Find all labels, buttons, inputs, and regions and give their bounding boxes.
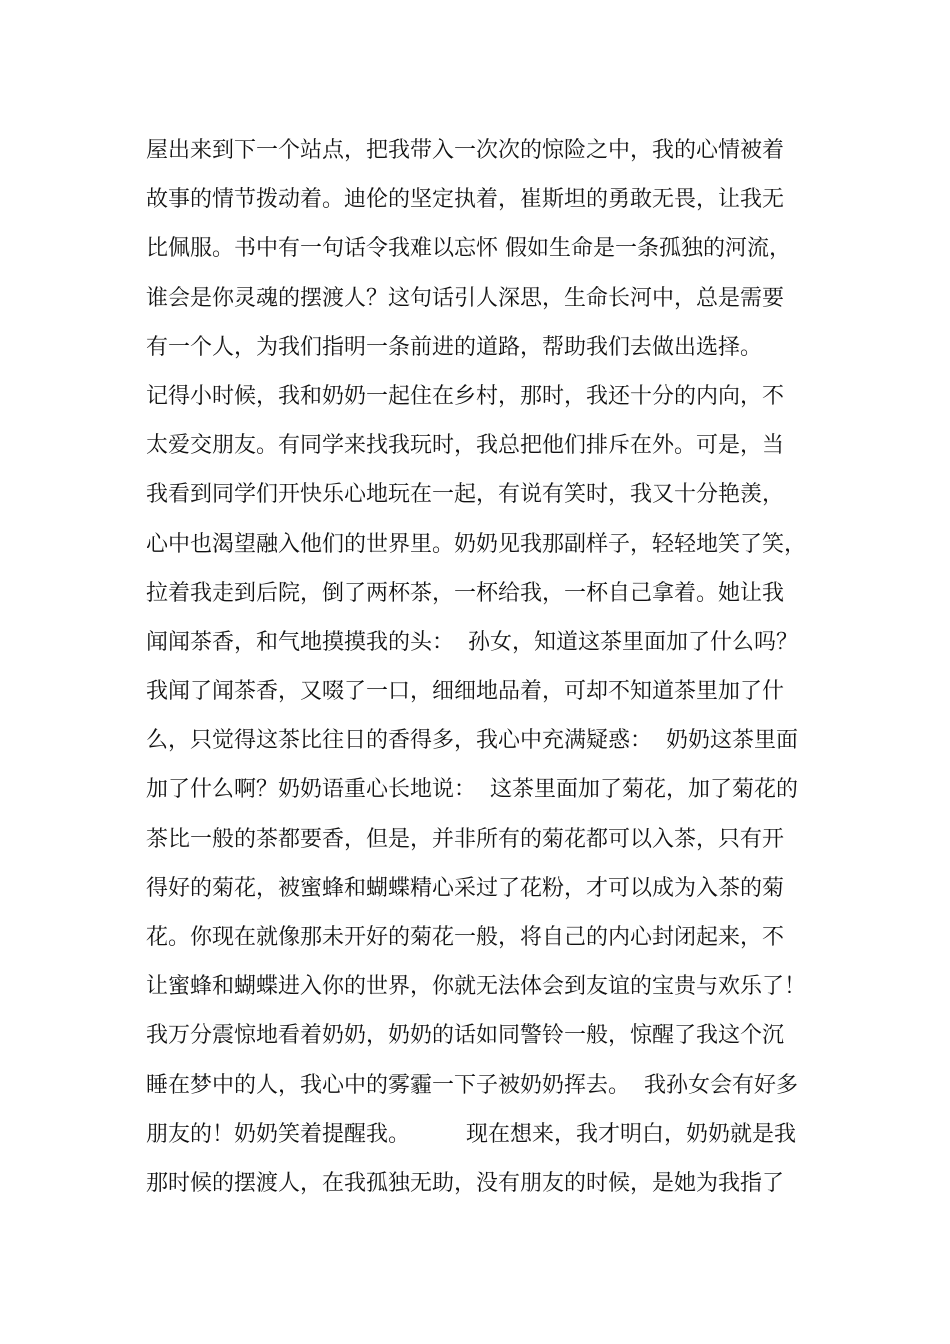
text-line: 谁会是你灵魂的摆渡人？这句话引人深思，生命长河中，总是需要 (146, 285, 785, 311)
text-line: 故事的情节拨动着。迪伦的坚定执着，崔斯坦的勇敢无畏，让我无 (146, 187, 785, 213)
text-line: 茶比一般的茶都要香，但是，并非所有的菊花都可以入茶，只有开 (146, 826, 785, 852)
text-line: 记得小时候，我和奶奶一起住在乡村，那时，我还十分的内向，不 (146, 383, 785, 409)
text-line: 么，只觉得这茶比往日的香得多，我心中充满疑惑： 奶奶这茶里面 (146, 728, 798, 754)
text-line: 比佩服。书中有一句话令我难以忘怀 假如生命是一条孤独的河流， (146, 236, 791, 262)
text-line: 我闻了闻茶香，又啜了一口，细细地品着，可却不知道茶里加了什 (146, 679, 785, 705)
text-line: 那时候的摆渡人，在我孤独无助，没有朋友的时候，是她为我指了 (146, 1170, 785, 1196)
text-line: 闻闻茶香，和气地摸摸我的头： 孙女，知道这茶里面加了什么吗？ (146, 629, 798, 655)
text-line: 睡在梦中的人，我心中的雾霾一下子被奶奶挥去。 我孙女会有好多 (146, 1072, 798, 1098)
text-line: 我看到同学们开快乐心地玩在一起，有说有笑时，我又十分艳羡， (146, 482, 785, 508)
text-line: 花。你现在就像那未开好的菊花一般，将自己的内心封闭起来，不 (146, 925, 785, 950)
text-line: 心中也渴望融入他们的世界里。奶奶见我那副样子，轻轻地笑了笑， (146, 531, 807, 557)
text-line: 太爱交朋友。有同学来找我玩时，我总把他们排斥在外。可是，当 (146, 433, 785, 459)
text-line: 让蜜蜂和蝴蝶进入你的世界，你就无法体会到友谊的宝贵与欢乐了！ (146, 974, 807, 1000)
text-line: 有一个人，为我们指明一条前进的道路，帮助我们去做出选择。 (146, 334, 763, 360)
text-line: 屋出来到下一个站点，把我带入一次次的惊险之中，我的心情被着 (146, 138, 785, 163)
text-line: 加了什么啊？奶奶语重心长地说： 这茶里面加了菊花，加了菊花的 (146, 777, 798, 803)
text-line: 我万分震惊地看着奶奶，奶奶的话如同警铃一般，惊醒了我这个沉 (146, 1023, 785, 1049)
text-line: 朋友的！奶奶笑着提醒我。 现在想来，我才明白，奶奶就是我 (146, 1121, 796, 1147)
body-text (146, 131, 846, 1213)
text-line: 得好的菊花，被蜜蜂和蝴蝶精心采过了花粉，才可以成为入茶的菊 (146, 875, 785, 901)
text-line: 拉着我走到后院，倒了两杯茶，一杯给我，一杯自己拿着。她让我 (146, 580, 785, 606)
